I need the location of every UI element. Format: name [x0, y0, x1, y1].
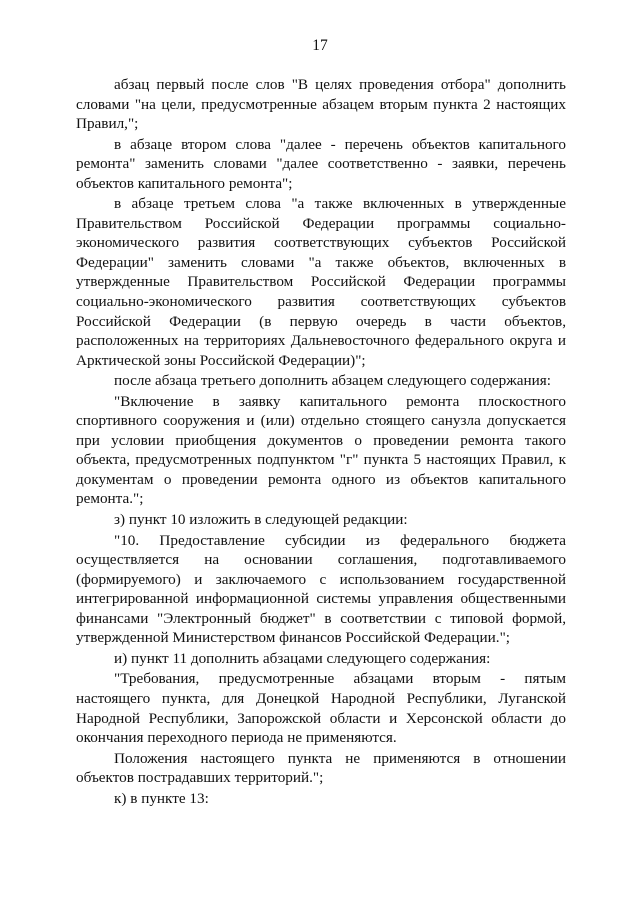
paragraph-10: Положения настоящего пункта не применяются в отношении объектов пострадавших территорий."; [76, 749, 566, 787]
paragraph-7: "10. Предоставление субсидии из федерального бюджета осуществляется на основании соглашения, подготавливаемого (формируемого) и заключаемого с использованием государственной интегрированной информационной системы управления общественными финансами "Электронный бюджет" в соответствии с типовой формой, утвержденной Министерством финансов Российской Федерации."; [76, 531, 566, 647]
paragraph-9: "Требования, предусмотренные абзацами вторым - пятым настоящего пункта, для Донецкой Народной Республики, Луганской Народной Республики, Запорожской области и Херсонской области до окончания переходного периода не применяются. [76, 670, 566, 747]
paragraph-8: и) пункт 11 дополнить абзацами следующего содержания: [114, 649, 491, 667]
paragraph-1: абзац первый после слов "В целях проведения отбора" дополнить словами "на цели, предусмотренные абзацем вторым пункта 2 настоящих Правил,"; [76, 76, 566, 133]
paragraph-5: "Включение в заявку капитального ремонта плоскостного спортивного сооружения и (или) отдельно стоящего санузла допускается при условии приобщения документов о проведении ремонта такого объекта, предусмотренных подпунктом "г" пункта 5 настоящих Правил, к документам о проведении ремонта одного из объектов капитального ремонта."; [76, 392, 566, 508]
page-number: 17 [312, 37, 328, 54]
paragraph-4: после абзаца третьего дополнить абзацем следующего содержания: [114, 372, 551, 390]
paragraph-3: в абзаце третьем слова "а также включенных в утвержденные Правительством Российской Федерации программы социально-экономического развития соответствующих субъектов Российской Федерации" заменить словами "а также объектов, включенных в утвержденные Правительством Российской Федерации программы социально-экономического развития соответствующих субъектов Российской Федерации (в первую очередь в части объектов, расположенных на территориях Дальневосточного федерального округа и Арктической зоны Российской Федерации)"; [76, 195, 566, 369]
document-body [76, 75, 566, 808]
paragraph-2: в абзаце втором слова "далее - перечень объектов капитального ремонта" заменить словами "далее соответственно - заявки, перечень объектов капитального ремонта"; [76, 135, 566, 192]
paragraph-6: з) пункт 10 изложить в следующей редакции: [114, 511, 408, 529]
paragraph-11: к) в пункте 13: [114, 789, 209, 807]
